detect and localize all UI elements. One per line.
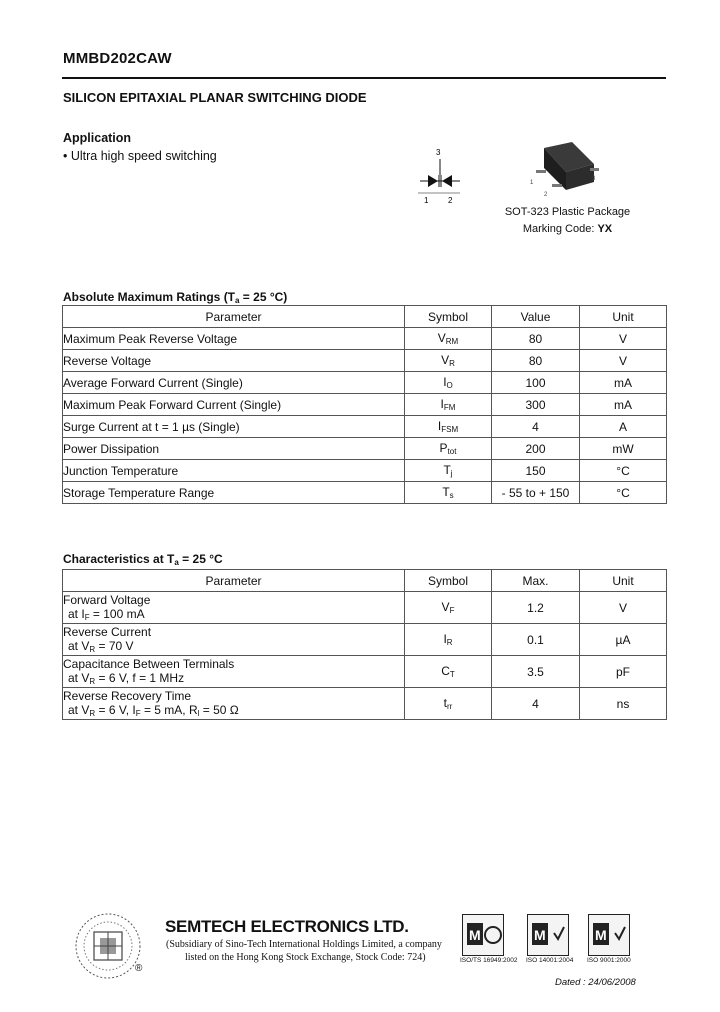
max-cell: 1.2 <box>492 592 580 624</box>
marking-label: Marking Code: <box>522 223 595 235</box>
parameter-cell: Maximum Peak Forward Current (Single) <box>63 394 405 416</box>
symbol-cell: $V_F$ <box>405 592 492 624</box>
parameter-cell: Power Dissipation <box>63 438 405 460</box>
package-name: SOT-323 Plastic Package <box>504 206 631 218</box>
parameter-cell: Forward Voltage at $I_F = 100$ mA <box>63 592 405 624</box>
table-row <box>63 438 667 460</box>
unit-cell: °C <box>580 482 667 504</box>
dated-text: Dated : 24/06/2008 <box>555 977 636 988</box>
unit-cell: mA <box>580 394 667 416</box>
unit-cell: mA <box>580 372 667 394</box>
column-header: Unit <box>580 570 667 592</box>
parameter-cell: Reverse Current at $V_R = 70$ V <box>63 624 405 656</box>
unit-cell: A <box>580 416 667 438</box>
column-header: Symbol <box>405 306 492 328</box>
symbol-cell: $I_R$ <box>405 624 492 656</box>
characteristics-table <box>62 569 667 720</box>
unit-cell: V <box>580 592 667 624</box>
pin-1-label: 1 <box>424 196 429 205</box>
parameter-cell: Reverse Recovery Time at $V_R = 6$ V, $I_F = 5$ mA, $R_l = 50$ Ω <box>63 688 405 720</box>
value-cell: 100 <box>492 372 580 394</box>
table-row <box>63 350 667 372</box>
svg-text:M: M <box>534 927 546 943</box>
symbol-cell: $I_{FSM}$ <box>405 416 492 438</box>
symbol-cell: $I_{FM}$ <box>405 394 492 416</box>
symbol-cell: $V_R$ <box>405 350 492 372</box>
application-heading: Application <box>63 131 132 145</box>
company-listing-line: listed on the Hong Kong Stock Exchange, Stock Code: 724) <box>185 952 426 963</box>
table-row <box>63 482 667 504</box>
value-cell: - 55 to + 150 <box>492 482 580 504</box>
package-pin-3-label: 3 <box>592 176 596 182</box>
table-row <box>63 688 667 720</box>
parameter-cell: Surge Current at t = 1 µs (Single) <box>63 416 405 438</box>
unit-cell: °C <box>580 460 667 482</box>
value-cell: 80 <box>492 350 580 372</box>
table-row <box>63 328 667 350</box>
table-row <box>63 624 667 656</box>
symbol-cell: $t_{rr}$ <box>405 688 492 720</box>
symbol-cell: $T_s$ <box>405 482 492 504</box>
table-row <box>63 394 667 416</box>
package-pin-1-label: 1 <box>530 180 534 186</box>
sot323-package-icon <box>528 140 600 200</box>
value-cell: 300 <box>492 394 580 416</box>
diode-schematic-icon <box>410 145 470 207</box>
title-divider <box>62 77 666 79</box>
unit-cell: V <box>580 328 667 350</box>
max-cell: 3.5 <box>492 656 580 688</box>
table-row <box>63 372 667 394</box>
table-row <box>63 592 667 624</box>
unit-cell: pF <box>580 656 667 688</box>
symbol-cell: $P_{tot}$ <box>405 438 492 460</box>
symbol-cell: $C_T$ <box>405 656 492 688</box>
certification-badge-icon <box>462 914 504 956</box>
company-name: SEMTECH ELECTRONICS LTD. <box>165 917 409 936</box>
column-header: Max. <box>492 570 580 592</box>
abs-max-table <box>62 305 667 504</box>
marking-code <box>490 223 645 235</box>
svg-text:M: M <box>595 927 607 943</box>
certification-badge-icon <box>527 914 569 956</box>
table-row <box>63 656 667 688</box>
symbol-cell: $T_j$ <box>405 460 492 482</box>
document-subtitle: SILICON EPITAXIAL PLANAR SWITCHING DIODE <box>63 90 367 105</box>
pin-2-label: 2 <box>448 196 453 205</box>
marking-value: YX <box>597 223 613 235</box>
value-cell: 200 <box>492 438 580 460</box>
unit-cell: ns <box>580 688 667 720</box>
cert-caption: ISO 14001:2004 <box>526 957 574 964</box>
unit-cell: µA <box>580 624 667 656</box>
characteristics-heading: Characteristics at $T_a = 25$ °C <box>63 552 223 567</box>
column-header: Parameter <box>63 570 405 592</box>
column-header: Value <box>492 306 580 328</box>
parameter-cell: Junction Temperature <box>63 460 405 482</box>
symbol-cell: $V_{RM}$ <box>405 328 492 350</box>
parameter-cell: Maximum Peak Reverse Voltage <box>63 328 405 350</box>
company-subsidiary-line: (Subsidiary of Sino-Tech International Holdings Limited, a company <box>166 939 442 950</box>
unit-cell: mW <box>580 438 667 460</box>
symbol-cell: $I_O$ <box>405 372 492 394</box>
max-cell: 0.1 <box>492 624 580 656</box>
part-number: MMBD202CAW <box>63 50 172 67</box>
pin-3-label: 3 <box>436 148 441 157</box>
certification-badge-icon <box>588 914 630 956</box>
parameter-cell: Average Forward Current (Single) <box>63 372 405 394</box>
max-cell: 4 <box>492 688 580 720</box>
parameter-cell: Storage Temperature Range <box>63 482 405 504</box>
svg-text:M: M <box>469 927 481 943</box>
column-header: Unit <box>580 306 667 328</box>
value-cell: 80 <box>492 328 580 350</box>
application-item: • Ultra high speed switching <box>63 149 217 163</box>
package-pin-2-label: 2 <box>544 192 548 198</box>
registered-mark: ® <box>135 963 143 974</box>
parameter-cell: Capacitance Between Terminals at $V_R = 6$ V, f = 1 MHz <box>63 656 405 688</box>
cert-caption: ISO 9001:2000 <box>587 957 631 964</box>
semtech-logo-icon <box>74 912 142 980</box>
cert-caption: ISO/TS 16949:2002 <box>460 957 518 964</box>
table-row <box>63 416 667 438</box>
value-cell: 4 <box>492 416 580 438</box>
unit-cell: V <box>580 350 667 372</box>
abs-max-heading: Absolute Maximum Ratings ($T_a = 25$ °C) <box>63 290 288 305</box>
table-row <box>63 460 667 482</box>
parameter-cell: Reverse Voltage <box>63 350 405 372</box>
column-header: Parameter <box>63 306 405 328</box>
column-header: Symbol <box>405 570 492 592</box>
value-cell: 150 <box>492 460 580 482</box>
